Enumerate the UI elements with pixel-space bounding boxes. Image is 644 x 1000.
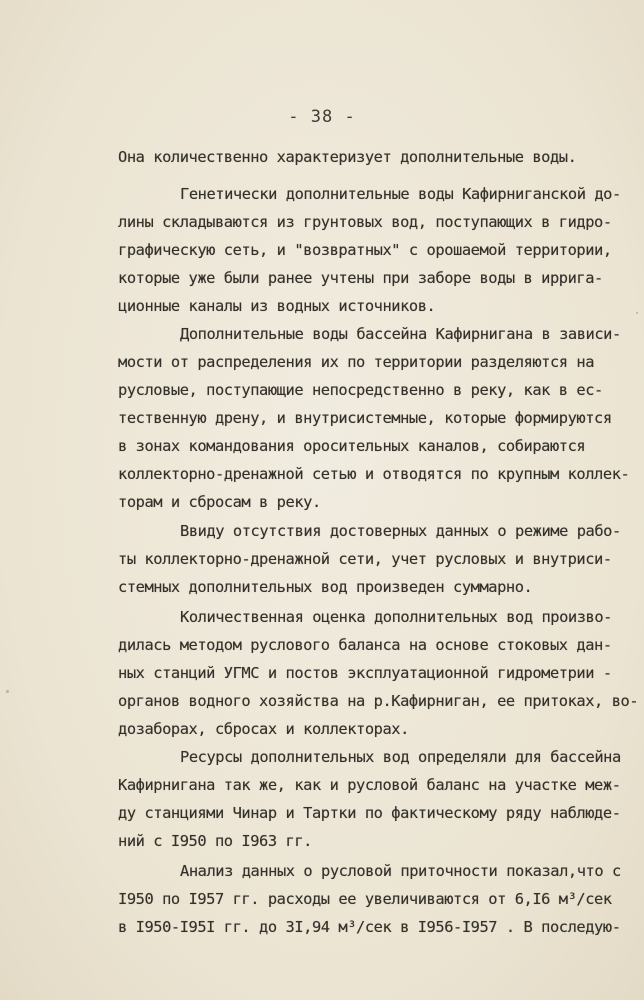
text-line: в зонах командования оросительных каналов, собираются bbox=[118, 437, 586, 455]
text-line: тественную дрену, и внутрисистемные, которые формируются bbox=[118, 409, 612, 427]
page-number: - 38 - bbox=[288, 107, 356, 127]
text-line: которые уже были ранее учтены при заборе воды в ирригa- bbox=[118, 269, 603, 287]
text-line: Количественная оценка дополнительных вод произво- bbox=[180, 608, 612, 626]
text-line: Анализ данных о русловой приточности показал,что с bbox=[180, 862, 621, 880]
text-line: Генетически дополнительные воды Кафирниганской до- bbox=[180, 185, 621, 203]
text-line: лины складываются из грунтовых вод, поступающих в гидро- bbox=[118, 213, 612, 231]
text-line: органов водного хозяйства на р.Кафирниган, ее притоках, во- bbox=[118, 692, 639, 710]
paper-speck bbox=[6, 690, 9, 693]
text-line: Дополнительные воды бассейна Кафирнигана в зависи- bbox=[180, 325, 621, 343]
text-line: Она количественно характеризует дополнительные воды. bbox=[118, 148, 577, 166]
text-line: ний с I950 по I963 гг. bbox=[118, 832, 312, 850]
text-line: в I950-I95I гг. до 3I,94 м³/сек в I956-I957 . В последую- bbox=[118, 918, 621, 936]
text-line: дилась методом руслового баланса на основе стоковых дан- bbox=[118, 636, 612, 654]
text-line: ционные каналы из водных источников. bbox=[118, 297, 436, 315]
paper-speck bbox=[636, 312, 638, 314]
text-line: стемных дополнительных вод произведен суммарно. bbox=[118, 578, 533, 596]
text-line: Кафирнигана так же, как и русловой баланс на участке меж- bbox=[118, 776, 621, 794]
text-line: дозаборах, сбросах и коллекторах. bbox=[118, 720, 409, 738]
text-line: Ресурсы дополнительных вод определяли для бассейна bbox=[180, 748, 621, 766]
text-line: I950 по I957 гг. расходы ее увеличиваются от 6,I6 м³/сек bbox=[118, 890, 612, 908]
text-line: мости от распределения их по территории разделяются на bbox=[118, 353, 595, 371]
text-line: коллекторно-дренажной сетью и отводятся по крупным коллек- bbox=[118, 465, 630, 483]
text-line: графическую сеть, и "возвратных" с орошаемой территории, bbox=[118, 241, 612, 259]
text-line: ты коллекторно-дренажной сети, учет русловых и внутриси- bbox=[118, 550, 612, 568]
text-line: ных станций УГМС и постов эксплуатационной гидрометрии - bbox=[118, 664, 612, 682]
text-line: торам и сбросам в реку. bbox=[118, 493, 321, 511]
text-line: ду станциями Чинар и Тартки по фактическому ряду наблюде- bbox=[118, 804, 621, 822]
text-line: Ввиду отсутствия достоверных данных о режиме рабо- bbox=[180, 522, 621, 540]
text-line: русловые, поступающие непосредственно в реку, как в ес- bbox=[118, 381, 603, 399]
